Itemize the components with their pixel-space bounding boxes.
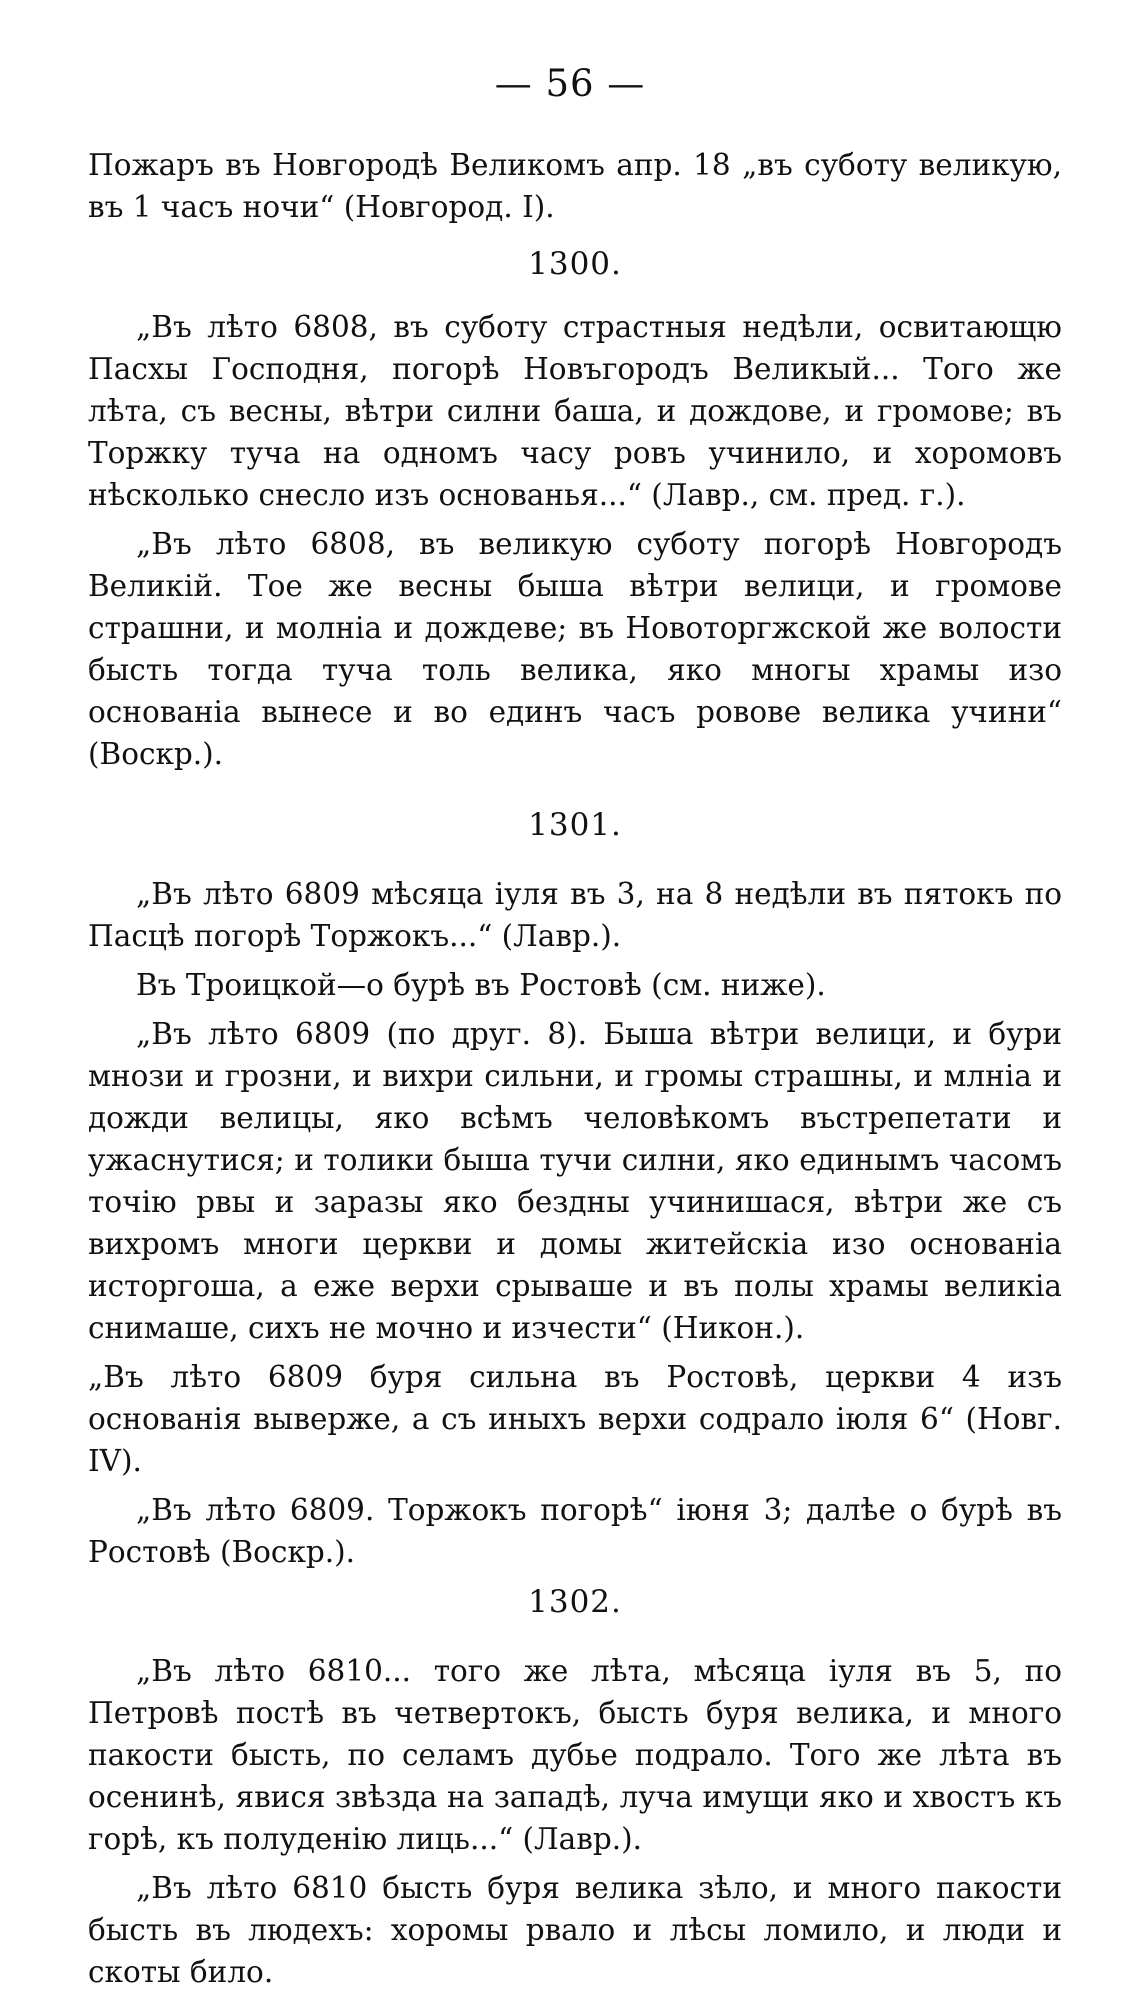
- paragraph-1301-troitsk: Въ Троицкой—о бурѣ въ Ростовѣ (см. ниже).: [136, 968, 826, 1002]
- paragraph-1301-novg: „Въ лѣто 6809 буря сильна въ Ростовѣ, церкви 4 изъ основанія выверже, а съ иныхъ верхи содрало іюля 6“ (Новг. IV).: [88, 1360, 1062, 1478]
- paragraph-1301-lavr: „Въ лѣто 6809 мѣсяца іуля въ 3, на 8 недѣли въ пятокъ по Пасцѣ погорѣ Торжокъ...“ (Лавр.).: [88, 877, 1062, 953]
- paragraph-1302-storm: „Въ лѣто 6810 бысть буря велика зѣло, и много пакости бысть въ людехъ: хоромы рвало и лѣсы ломило, и люди и скоты било.: [88, 1871, 1062, 1989]
- year-heading-1300: 1300.: [528, 246, 622, 282]
- paragraph-fire-novgorod: Пожаръ въ Новгородѣ Великомъ апр. 18 „въ суботу великую, въ 1 часъ ночи“ (Новгород. I).: [88, 148, 1062, 224]
- body-text: [88, 144, 1062, 2000]
- paragraph-1301-nikon: „Въ лѣто 6809 (по друг. 8). Быша вѣтри велици, и бури мнози и грозни, и вихри сильни, и громы страшны, и млніа и дожди велицы, яко всѣмъ человѣкомъ въстрепетати и ужаснутися; и толики быша тучи силни, яко единымъ часомъ точію рвы и заразы яко бездны учинишася, вѣтри же съ вихромъ многи церкви и домы житейскіа изо основаніа исторгоша, а еже верхи срываше и въ полы храмы великіа снимаше, сихъ не мочно и изчести“ (Никон.).: [88, 1017, 1062, 1345]
- paragraph-1301-voskr: „Въ лѣто 6809. Торжокъ погорѣ“ іюня 3; далѣе о бурѣ въ Ростовѣ (Воскр.).: [88, 1493, 1062, 1569]
- paragraph-1300-lavr: „Въ лѣто 6808, въ суботу страстныя недѣли, освитающю Пасхы Господня, погорѣ Новъгородъ Великый... Того же лѣта, съ весны, вѣтри силни баша, и дождове, и громове; въ Торжку туча на одномъ часу ровъ учинило, и хоромовъ нѣсколько снесло изъ основанья...“ (Лавр., см. пред. г.).: [88, 310, 1062, 512]
- paragraph-1300-voskr: „Въ лѣто 6808, въ великую суботу погорѣ Новгородъ Великій. Тое же весны быша вѣтри велици, и громове страшни, и молніа и дождеве; въ Новоторгжской же волости бысть тогда туча толь велика, яко многы храмы изо основаніа вынесе и во единъ часъ ровове велика учини“ (Воскр.).: [88, 527, 1062, 771]
- year-heading-1301: 1301.: [528, 807, 622, 843]
- year-heading-1302: 1302.: [528, 1584, 622, 1620]
- paragraph-1302-lavr: „Въ лѣто 6810... того же лѣта, мѣсяца іуля въ 5, по Петровѣ постѣ въ четвертокъ, бысть буря велика, и много пакости бысть, по селамъ дубье подрало. Того же лѣта въ осенинѣ, явися звѣзда на западѣ, луча имущи яко и хвостъ къ горѣ, къ полуденію лиць...“ (Лавр.).: [88, 1654, 1062, 1856]
- page-number: — 56 —: [494, 62, 646, 105]
